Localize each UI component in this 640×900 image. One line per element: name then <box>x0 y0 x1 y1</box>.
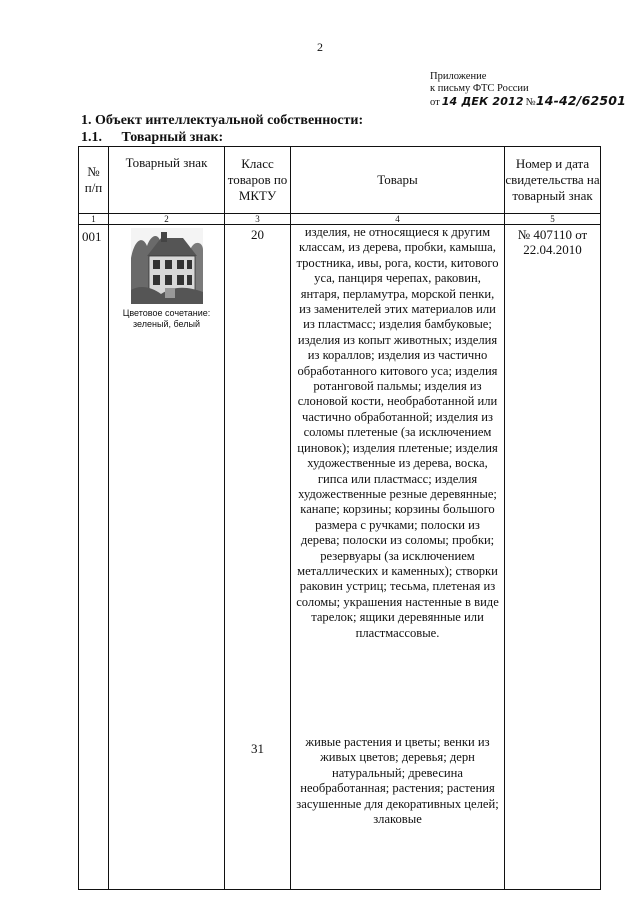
column-index-row <box>79 214 601 225</box>
appendix-date-stamp: 14 ДЕК 2012 <box>441 95 524 108</box>
goods-text: живые растения и цветы; венки из живых цветов; деревья; дерн натуральный; древесина необработанная; растения; растения засушенные для декоративных целей; злаковые <box>296 735 499 827</box>
column-index: 4 <box>291 214 505 225</box>
color-combination-caption: Цветовое сочетание: зеленый, белый <box>122 308 211 329</box>
column-index: 3 <box>225 214 291 225</box>
subsection-label: Товарный знак: <box>121 130 224 145</box>
header-certificate: Номер и дата свидетельства на товарный знак <box>505 147 601 214</box>
trademark-table <box>78 146 601 890</box>
page-number: 2 <box>317 40 323 54</box>
appendix-from-label: от <box>430 97 440 108</box>
header-class: Класс товаров по МКТУ <box>225 147 291 214</box>
appendix-line-2: к письму ФТС России <box>430 83 529 94</box>
appendix-line-3 <box>430 95 626 109</box>
class-cell <box>225 225 291 890</box>
subsection-number: 1.1. <box>81 130 102 145</box>
header-number: № п/п <box>79 147 109 214</box>
table-row <box>79 225 601 890</box>
certificate-cell: № 407110 от 22.04.2010 <box>505 225 601 890</box>
table-header-row <box>79 147 601 214</box>
header-trademark: Товарный знак <box>109 147 225 214</box>
appendix-letter-number: 14-42/62501 <box>535 93 627 108</box>
subsection-title <box>81 130 223 146</box>
column-index: 1 <box>79 214 109 225</box>
goods-text: изделия, не относящиеся к другим классам, из дерева, пробки, камыша, тростника, ивы, рога, кости, китового уса, панциря черепах, раковин, янтаря, перламутра, морской пенки, из заменителей этих материалов или из пластмасс; изделия бамбуковые; изделия из копыт животных; изделия из кораллов; изделия из частично обработанного китового уса; изделия ротанговой пальмы; изделия из слоновой кости, необработанной или частично обработанной; изделия из соломы плетеные (за исключением циновок); изделия плетеные; изделия художественные из дерева, воска, гипса или пластмасс; изделия художественные резные деревянные; канапе; корзины; корзины большого размера с ручками; полоски из дерева; полоски из соломы; пробки; резервуары (за исключением металлических и каменных); створки раковин устриц; тесьма, плетеная из соломы; украшения настенные в виде тарелок; ящики деревянные или пластмассовые. <box>296 225 499 640</box>
header-goods: Товары <box>291 147 505 214</box>
appendix-block <box>430 71 626 109</box>
goods-cell <box>291 225 505 890</box>
building-illustration <box>131 228 203 304</box>
appendix-line-1: Приложение <box>430 71 487 82</box>
column-index: 5 <box>505 214 601 225</box>
row-number: 001 <box>79 225 109 890</box>
trademark-image <box>131 228 203 304</box>
column-index: 2 <box>109 214 225 225</box>
class-number: 20 <box>251 227 264 242</box>
appendix-number-label: № <box>525 97 536 108</box>
class-number: 31 <box>251 741 264 756</box>
trademark-cell <box>109 225 225 890</box>
section-title: 1. Объект интеллектуальной собственности: <box>81 113 364 128</box>
